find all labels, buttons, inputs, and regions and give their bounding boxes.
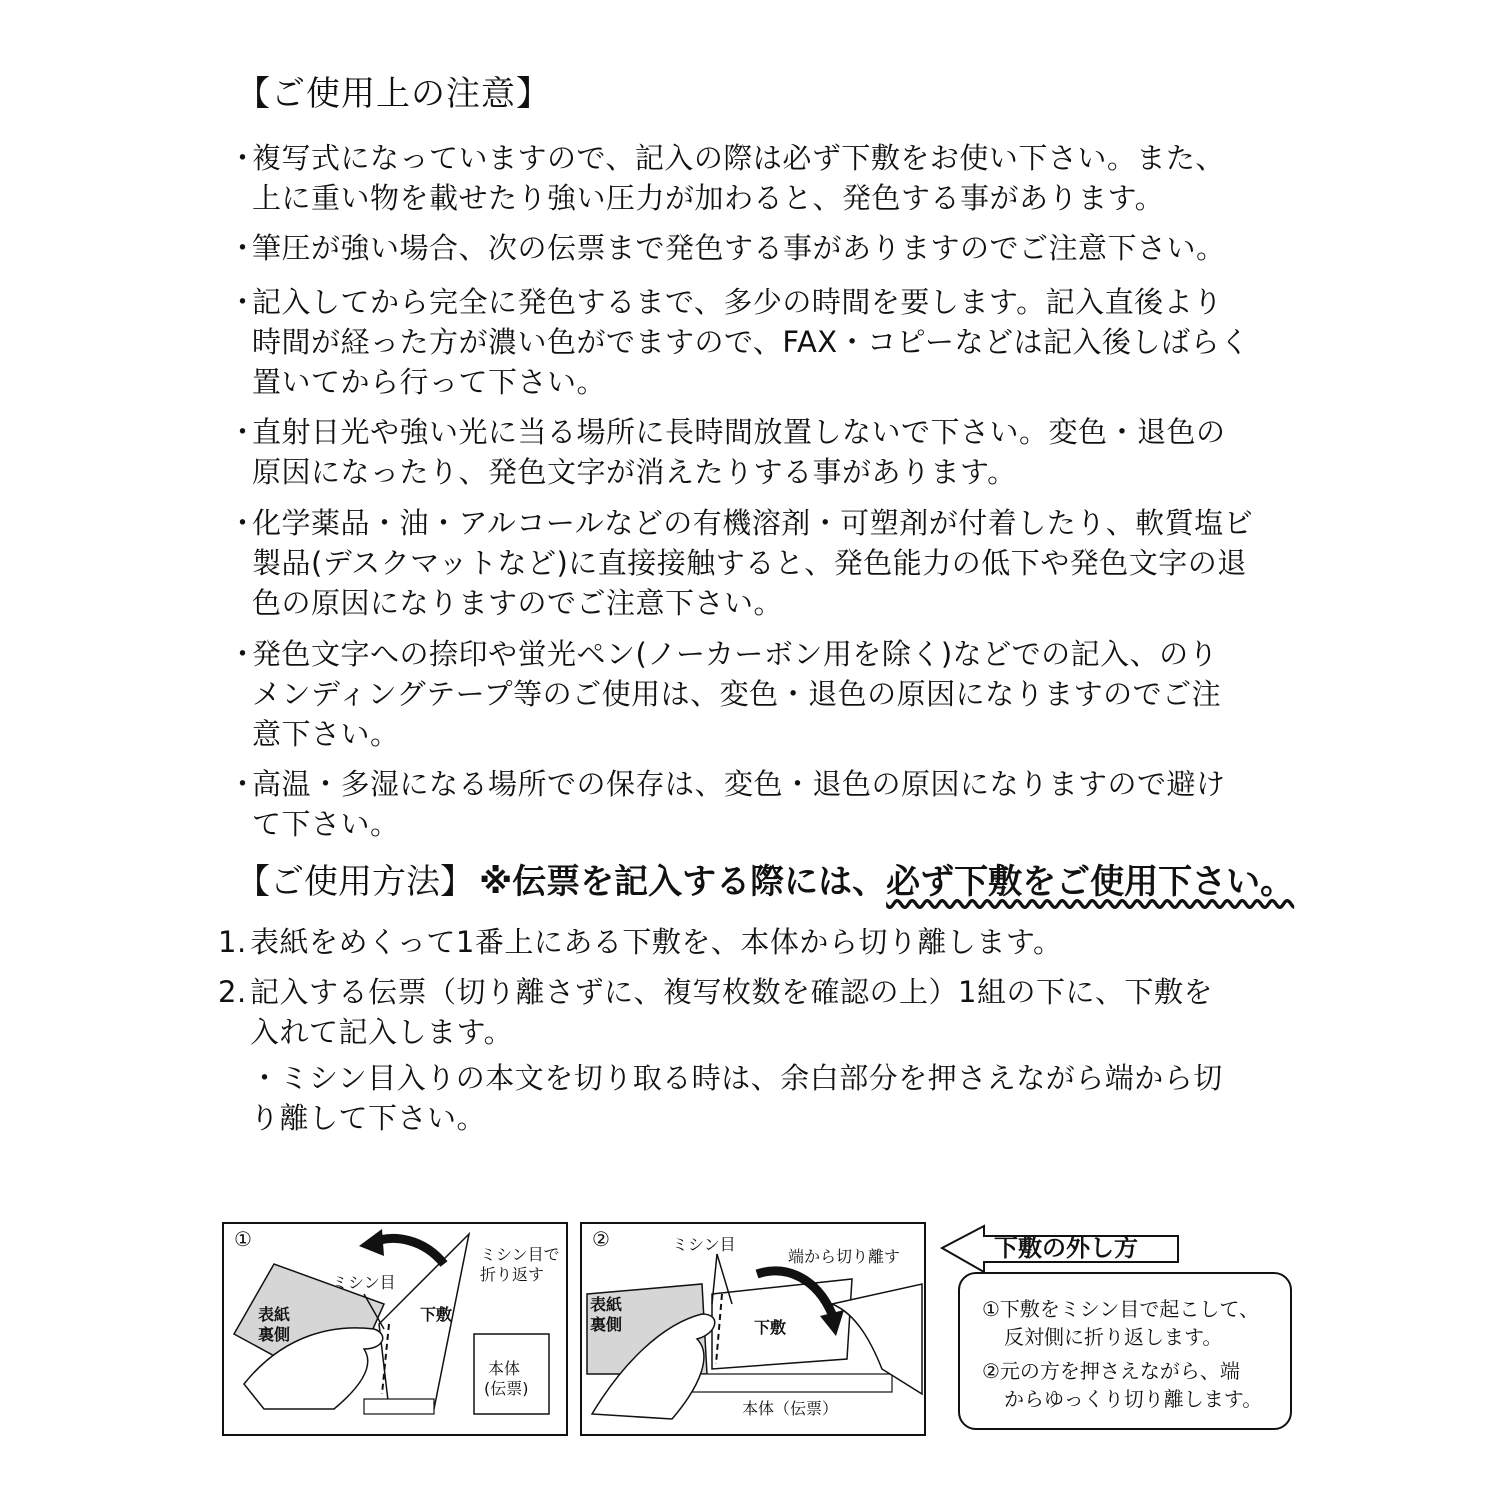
figure-panel-2 [580, 1222, 926, 1436]
note-item: ・ 高温・多湿になる場所での保存は、変色・退色の原因になりますので避け て下さい。 [228, 767, 1226, 841]
sheet-label: 下敷 [754, 1318, 787, 1337]
method-heading: 【ご使用方法】 [236, 862, 474, 902]
method-heading-line [236, 860, 1294, 904]
cover-back-label: 裏側 [258, 1325, 291, 1344]
removal-step: ②元の方を押さえながら、端 [982, 1359, 1240, 1383]
fold-back-label: ミシン目で [480, 1245, 560, 1264]
removal-step: 反対側に折り返します。 [1004, 1325, 1223, 1349]
note-item: ・ 直射日光や強い光に当る場所に長時間放置しないで下さい。変色・退色の 原因になったり、発色文字が消えたりする事があります。 [228, 415, 1226, 489]
method-note-emphasis: 必ず下敷をご使用下さい。 [886, 862, 1295, 902]
perforation-label: ミシン目 [672, 1235, 736, 1254]
body-label: (伝票) [484, 1379, 529, 1398]
tear-label: 端から切り離す [788, 1247, 901, 1266]
method-note: ※伝票を記入する際には、 [479, 862, 887, 902]
removal-instructions [958, 1272, 1292, 1430]
figure-1-number: ① [234, 1227, 252, 1251]
notes-heading: 【ご使用上の注意】 [236, 74, 551, 114]
cover-back-label: 裏側 [590, 1315, 623, 1334]
sheet-label: 下敷 [420, 1305, 453, 1324]
perforation-label: ミシン目 [332, 1273, 396, 1292]
note-item: ・ 筆圧が強い場合、次の伝票まで発色する事がありますのでご注意下さい。 [228, 231, 1226, 265]
removal-title: 下敷の外し方 [994, 1234, 1138, 1262]
method-sub-note: ・ミシン目入りの本文を切り取る時は、余白部分を押さえながら端から切 り離して下さい。 [250, 1061, 1223, 1135]
note-item: ・ 複写式になっていますので、記入の際は必ず下敷をお使い下さい。また、 上に重い物を載せたり強い圧力が加わると、発色する事があります。 [228, 141, 1225, 215]
figure-panel-1 [222, 1222, 568, 1436]
fold-back-label: 折り返す [480, 1265, 545, 1284]
note-item: ・ 記入してから完全に発色するまで、多少の時間を要します。記入直後より 時間が経った方が濃い色がでますので、FAX・コピーなどは記入後しばらく 置いてから行って下さい。 [228, 285, 1250, 399]
removal-step: ①下敷をミシン目で起こして、 [982, 1297, 1260, 1321]
method-step: 2. 記入する伝票（切り離さずに、複写枚数を確認の上）1組の下に、下敷を 入れて記入します。 [218, 975, 1213, 1049]
cover-back-label: 表紙 [590, 1295, 623, 1314]
method-step: 1. 表紙をめくって1番上にある下敷を、本体から切り離します。 [218, 925, 1063, 959]
note-item: ・ 発色文字への捺印や蛍光ペン(ノーカーボン用を除く)などでの記入、のり メンディングテープ等のご使用は、変色・退色の原因になりますのでご注 意下さい。 [228, 637, 1222, 751]
figure-2-number: ② [592, 1227, 610, 1251]
removal-step: からゆっくり切り離します。 [1004, 1387, 1263, 1411]
note-item: ・ 化学薬品・油・アルコールなどの有機溶剤・可塑剤が付着したり、軟質塩ビ 製品(デスクマットなど)に直接接触すると、発色能力の低下や発色文字の退 色の原因になりますのでご注意下さい。 [228, 506, 1254, 620]
body-label: 本体（伝票） [742, 1399, 839, 1418]
body-label: 本体 [488, 1359, 521, 1378]
cover-back-label: 表紙 [258, 1305, 291, 1324]
